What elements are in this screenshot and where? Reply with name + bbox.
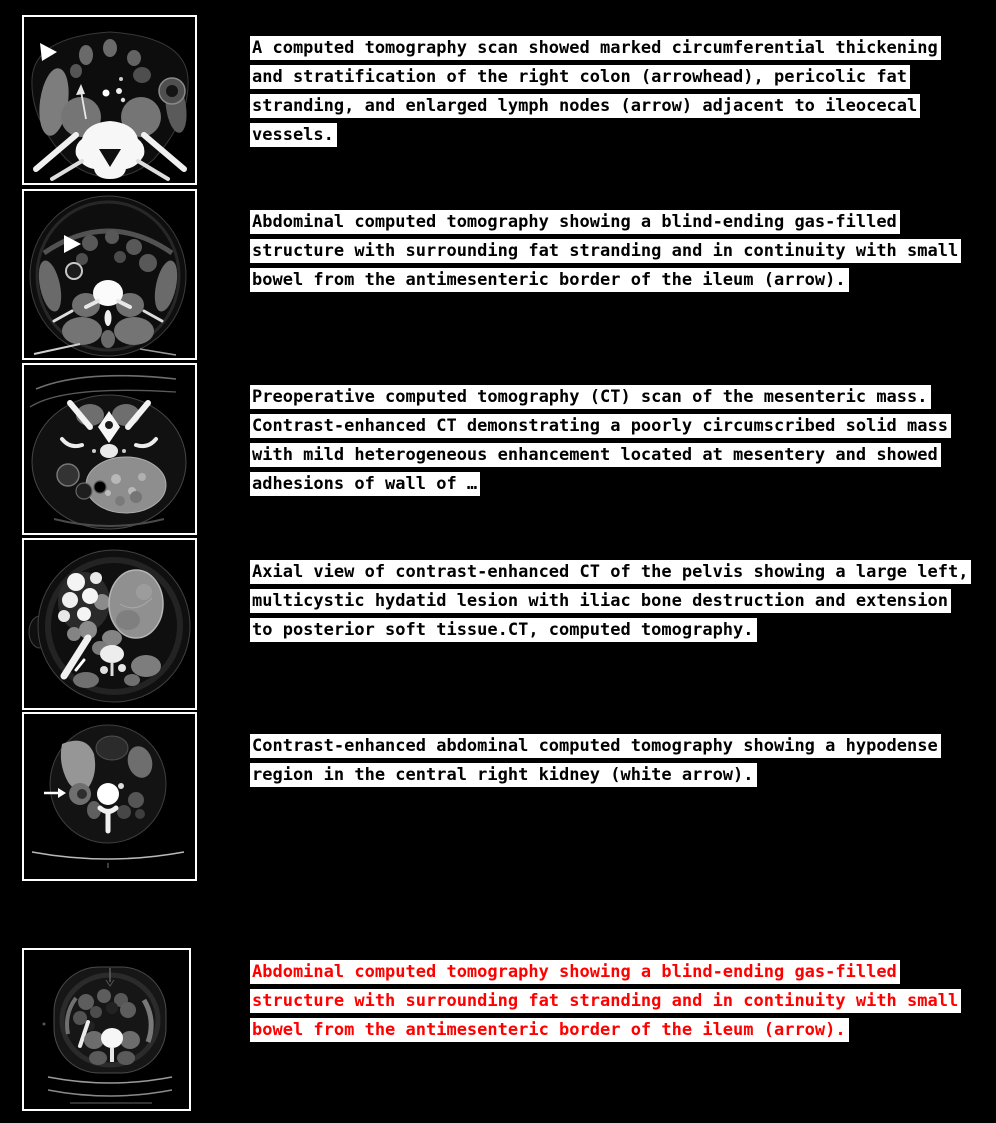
caption-line <box>250 958 996 987</box>
caption-line <box>250 266 996 295</box>
ct-image-1 <box>22 15 197 185</box>
caption-line <box>250 208 996 237</box>
caption-line <box>250 383 996 412</box>
ct-scan-drawing-4 <box>24 540 195 708</box>
ct-scan-drawing-3 <box>24 365 195 533</box>
caption-line-text: multicystic hydatid lesion with iliac bone destruction and extension <box>250 589 951 613</box>
caption-line <box>250 1016 996 1045</box>
ct-image-6 <box>22 948 191 1111</box>
ct-image-3 <box>22 363 197 535</box>
caption-line-text: bowel from the antimesenteric border of the ileum (arrow). <box>250 268 849 292</box>
caption-line <box>250 441 996 470</box>
caption-3 <box>250 383 996 499</box>
ct-scan-drawing-5 <box>24 714 195 879</box>
ct-scan-drawing-2 <box>24 191 195 358</box>
caption-2 <box>250 208 996 295</box>
caption-line <box>250 412 996 441</box>
caption-line <box>250 63 996 92</box>
caption-line <box>250 987 996 1016</box>
caption-line-text: and stratification of the right colon (arrowhead), pericolic fat <box>250 65 910 89</box>
caption-4 <box>250 558 996 645</box>
caption-line <box>250 92 996 121</box>
caption-line <box>250 616 996 645</box>
caption-line-text: structure with surrounding fat stranding and in continuity with small <box>250 239 961 263</box>
caption-line-text: region in the central right kidney (white arrow). <box>250 763 757 787</box>
ct-scan-drawing-1 <box>24 17 195 183</box>
caption-5 <box>250 732 996 790</box>
caption-line <box>250 732 996 761</box>
caption-1 <box>250 34 996 150</box>
ct-scan-drawing-6 <box>24 950 189 1109</box>
caption-line-text: adhesions of wall of … <box>250 472 480 496</box>
caption-line-text: bowel from the antimesenteric border of the ileum (arrow). <box>250 1018 849 1042</box>
caption-line-text: A computed tomography scan showed marked circumferential thickening <box>250 36 941 60</box>
caption-line-text: stranding, and enlarged lymph nodes (arrow) adjacent to ileocecal <box>250 94 920 118</box>
caption-line <box>250 470 996 499</box>
caption-line <box>250 237 996 266</box>
hypodense-region <box>77 789 87 799</box>
caption-line-text: with mild heterogeneous enhancement located at mesentery and showed <box>250 443 941 467</box>
caption-line <box>250 34 996 63</box>
caption-line-text: Preoperative computed tomography (CT) scan of the mesenteric mass. <box>250 385 931 409</box>
caption-line <box>250 587 996 616</box>
caption-line-text: structure with surrounding fat stranding and in continuity with small <box>250 989 961 1013</box>
caption-line-text: to posterior soft tissue.CT, computed tomography. <box>250 618 757 642</box>
caption-line-text: Contrast-enhanced CT demonstrating a poorly circumscribed solid mass <box>250 414 951 438</box>
ct-image-5 <box>22 712 197 881</box>
caption-line-text: Axial view of contrast-enhanced CT of the pelvis showing a large left, <box>250 560 971 584</box>
caption-line-text: Abdominal computed tomography showing a blind-ending gas-filled <box>250 960 900 984</box>
caption-line-text: Contrast-enhanced abdominal computed tomography showing a hypodense <box>250 734 941 758</box>
ct-image-4 <box>22 538 197 710</box>
caption-line <box>250 761 996 790</box>
caption-line <box>250 558 996 587</box>
caption-line-text: Abdominal computed tomography showing a blind-ending gas-filled <box>250 210 900 234</box>
caption-line-text: vessels. <box>250 123 337 147</box>
caption-6-match <box>250 958 996 1045</box>
caption-line <box>250 121 996 150</box>
ct-image-2 <box>22 189 197 360</box>
